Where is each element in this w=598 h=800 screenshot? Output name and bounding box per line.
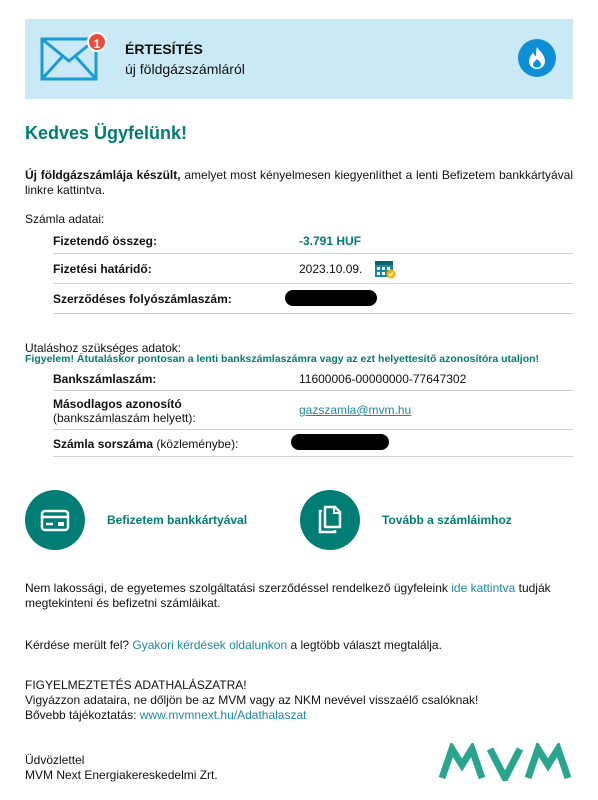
greeting-heading: Kedves Ügyfelünk!: [25, 123, 188, 143]
amount-label: Fizetendő összeg:: [53, 234, 158, 248]
credit-card-icon: [39, 504, 71, 536]
intro-rest: amelyet most kényelmesen kiegyenlíthet a lenti Befizetem bankkártyával linkre kattintva.: [25, 168, 574, 197]
non-residential-text-1: Nem lakossági, de egyetemes szolgáltatási szerződéssel rendelkező ügyfeleink: [25, 581, 452, 595]
non-residential-text-2: tudják megtekinteni és befizetni számláikat.: [25, 581, 551, 610]
redacted-account: [285, 290, 377, 306]
gas-flame-icon: [518, 39, 556, 77]
signoff-greeting: Üdvözlettel: [25, 753, 85, 767]
faq-text-1: Kérdése merült fel?: [25, 638, 133, 652]
due-date-row: [53, 253, 573, 284]
bank-account-label: Bankszámlaszám:: [53, 372, 157, 386]
account-label: Szerződéses folyószámlaszám:: [53, 292, 232, 306]
transfer-warning: Figyelem! Átutaláskor pontosan a lenti bankszámlaszámra vagy az ezt helyettesítő azonosítóra utaljon!: [25, 353, 540, 365]
documents-icon: [314, 504, 346, 536]
intro-text: [25, 168, 573, 198]
phishing-warning: [25, 678, 573, 723]
banner-title: ÉRTESÍTÉS: [125, 41, 203, 57]
redacted-invoice-serial: [291, 434, 389, 450]
amount-value: -3.791 HUF: [299, 234, 362, 248]
phishing-warning-text: Vigyázzon adataira, ne dőljön be az MVM vagy az NKM nevével visszaélő csalóknak!: [25, 693, 479, 707]
phishing-info-label: Bővebb tájékoztatás:: [25, 708, 140, 722]
invoice-serial-label: [53, 437, 238, 451]
bank-account-value: 11600006-00000000-77647302: [299, 372, 467, 386]
non-residential-link[interactable]: ide kattintva: [451, 581, 516, 595]
due-date-value: 2023.10.09.: [299, 262, 363, 276]
secondary-id-sub: (bankszámlaszám helyett):: [53, 411, 196, 425]
signoff-company: MVM Next Energiakereskedelmi Zrt.: [25, 768, 218, 782]
invoice-serial-row: [53, 429, 573, 457]
notification-badge: 1: [87, 32, 107, 52]
invoices-link[interactable]: Tovább a számláimhoz: [382, 513, 512, 527]
calendar-icon: [374, 259, 396, 279]
invoice-serial-title: Számla sorszáma: [53, 437, 154, 451]
notification-banner: [25, 19, 573, 99]
faq-link[interactable]: Gyakori kérdések oldalunkon: [132, 638, 288, 652]
faq-text: [25, 638, 573, 653]
account-row: [53, 283, 573, 314]
mvm-logo: [438, 743, 572, 781]
bank-account-row: [53, 366, 573, 391]
pay-card-button[interactable]: [25, 490, 85, 550]
due-date-label: Fizetési határidő:: [53, 262, 152, 276]
phishing-info-link[interactable]: www.mvmnext.hu/Adathalaszat: [139, 708, 307, 722]
banner-subtitle: új földgázszámláról: [125, 61, 245, 77]
invoices-button[interactable]: [300, 490, 360, 550]
amount-row: [53, 229, 573, 254]
non-residential-text: [25, 581, 573, 611]
faq-text-2: a legtöbb választ megtalálja.: [287, 638, 442, 652]
secondary-id-email-link[interactable]: gazszamla@mvm.hu: [299, 403, 412, 417]
pay-card-link[interactable]: Befizetem bankkártyával: [107, 513, 248, 527]
invoice-section-label: Számla adatai:: [25, 212, 105, 226]
invoice-serial-sub: (közleménybe):: [153, 437, 239, 451]
intro-bold: Új földgázszámlája készült,: [25, 168, 181, 182]
secondary-id-label: [53, 397, 196, 425]
phishing-warning-title: FIGYELMEZTETÉS ADATHALÁSZATRA!: [25, 678, 247, 692]
secondary-id-title: Másodlagos azonosító: [53, 397, 182, 411]
transfer-section-label: Utaláshoz szükséges adatok:: [25, 341, 182, 355]
secondary-id-row: [53, 390, 573, 430]
